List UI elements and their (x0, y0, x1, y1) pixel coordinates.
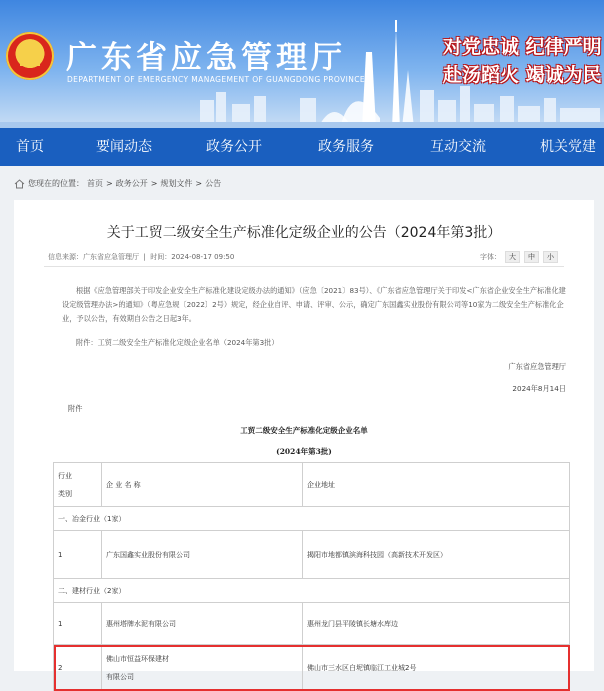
breadcrumb-label: 您现在的位置： (28, 179, 84, 188)
table-header-row (54, 463, 570, 507)
article-time: 时间：2024-08-17 09:50 (150, 253, 235, 261)
nav-item-interaction[interactable]: 互动交流 (430, 139, 486, 155)
breadcrumb-separator: > (150, 179, 158, 188)
nav-item-party-building[interactable]: 机关党建 (540, 139, 596, 155)
article-title: 关于工贸二级安全生产标准化定级企业的公告（2024年第3批） (106, 225, 502, 241)
article-source: 信息来源：广东省应急管理厅 (48, 253, 139, 261)
breadcrumb-separator: > (106, 179, 113, 188)
article-meta: 信息来源：广东省应急管理厅 | 时间：2024-08-17 09:50 (48, 253, 235, 261)
header-cell-address: 企业地址 (303, 463, 570, 507)
nav-item-home[interactable]: 首页 (16, 139, 44, 155)
national-emblem-icon (6, 32, 54, 80)
font-small-button[interactable]: 小 (543, 251, 558, 263)
table-section-row: 二、建材行业（2家） (54, 579, 570, 603)
font-size-control (480, 251, 558, 263)
breadcrumb-gov-affairs[interactable]: 政务公开 (115, 179, 148, 188)
nav-item-gov-affairs[interactable]: 政务公开 (206, 139, 262, 155)
header-cell-category: 行业 类别 (54, 463, 102, 507)
slogan-line-1: 对党忠诚 纪律严明 (443, 36, 602, 58)
font-medium-button[interactable]: 中 (524, 251, 539, 263)
nav-item-gov-services[interactable]: 政务服务 (318, 139, 374, 155)
table-row: 1 广东国鑫实业股份有限公司 揭阳市地都镇滨海科技园（高新技术开发区） (54, 531, 570, 579)
attachment-link[interactable]: 附件：工贸二级安全生产标准化定级企业名单（2024年第3批） (76, 338, 279, 347)
breadcrumb (14, 178, 221, 189)
table-row: 1 惠州塔牌水泥有限公司 惠州龙门县平陵镇长塘水库边 (54, 603, 570, 645)
site-title: 广东省应急管理厅 (66, 40, 346, 76)
article-body: 根据《应急管理部关于印发企业安全生产标准化建设定级办法的通知》（应急〔2021〕83号）、《广东省应急管理厅关于印发<广东省企业安全生产标准化建设定级管理办法>的通知》（粤应急规〔2022〕2号）规定，经企业自评、申请、评审、公示，确定广东国鑫实业股份有限公司等10家为二级安全生产标准化企业，予以公告，有效期自公告之日起3年。 (62, 286, 566, 323)
breadcrumb-plan-docs[interactable]: 规划文件 (160, 179, 193, 188)
site-header (0, 0, 604, 128)
appendix-label: 附件 (68, 404, 83, 413)
breadcrumb-home[interactable]: 首页 (87, 179, 103, 188)
font-large-button[interactable]: 大 (505, 251, 520, 263)
home-icon (14, 179, 25, 189)
header-cell-name: 企 业 名 称 (102, 463, 303, 507)
table-row-highlighted: 2 佛山市恒益环保建材 有限公司 佛山市三水区白坭镇临江工业城2号 (54, 645, 570, 691)
signer: 广东省应急管理厅 (508, 362, 566, 371)
slogan-line-2: 赴汤蹈火 竭诚为民 (443, 64, 602, 86)
enterprise-table (53, 462, 570, 691)
list-title: 工贸二级安全生产标准化定级企业名单 (240, 426, 368, 435)
main-nav (0, 128, 604, 166)
site-subtitle: DEPARTMENT OF EMERGENCY MANAGEMENT OF GUANGDONG PROVINCE (67, 75, 366, 84)
nav-item-news[interactable]: 要闻动态 (96, 139, 152, 155)
divider (44, 266, 564, 267)
breadcrumb-notice[interactable]: 公告 (205, 179, 222, 188)
breadcrumb-separator: > (195, 179, 203, 188)
table-section-row: 一、冶金行业（1家） (54, 507, 570, 531)
list-batch: (2024年第3批) (276, 447, 332, 456)
article-panel (14, 200, 594, 681)
sign-date: 2024年8月14日 (512, 384, 566, 393)
font-size-label: 字体： (480, 253, 501, 261)
